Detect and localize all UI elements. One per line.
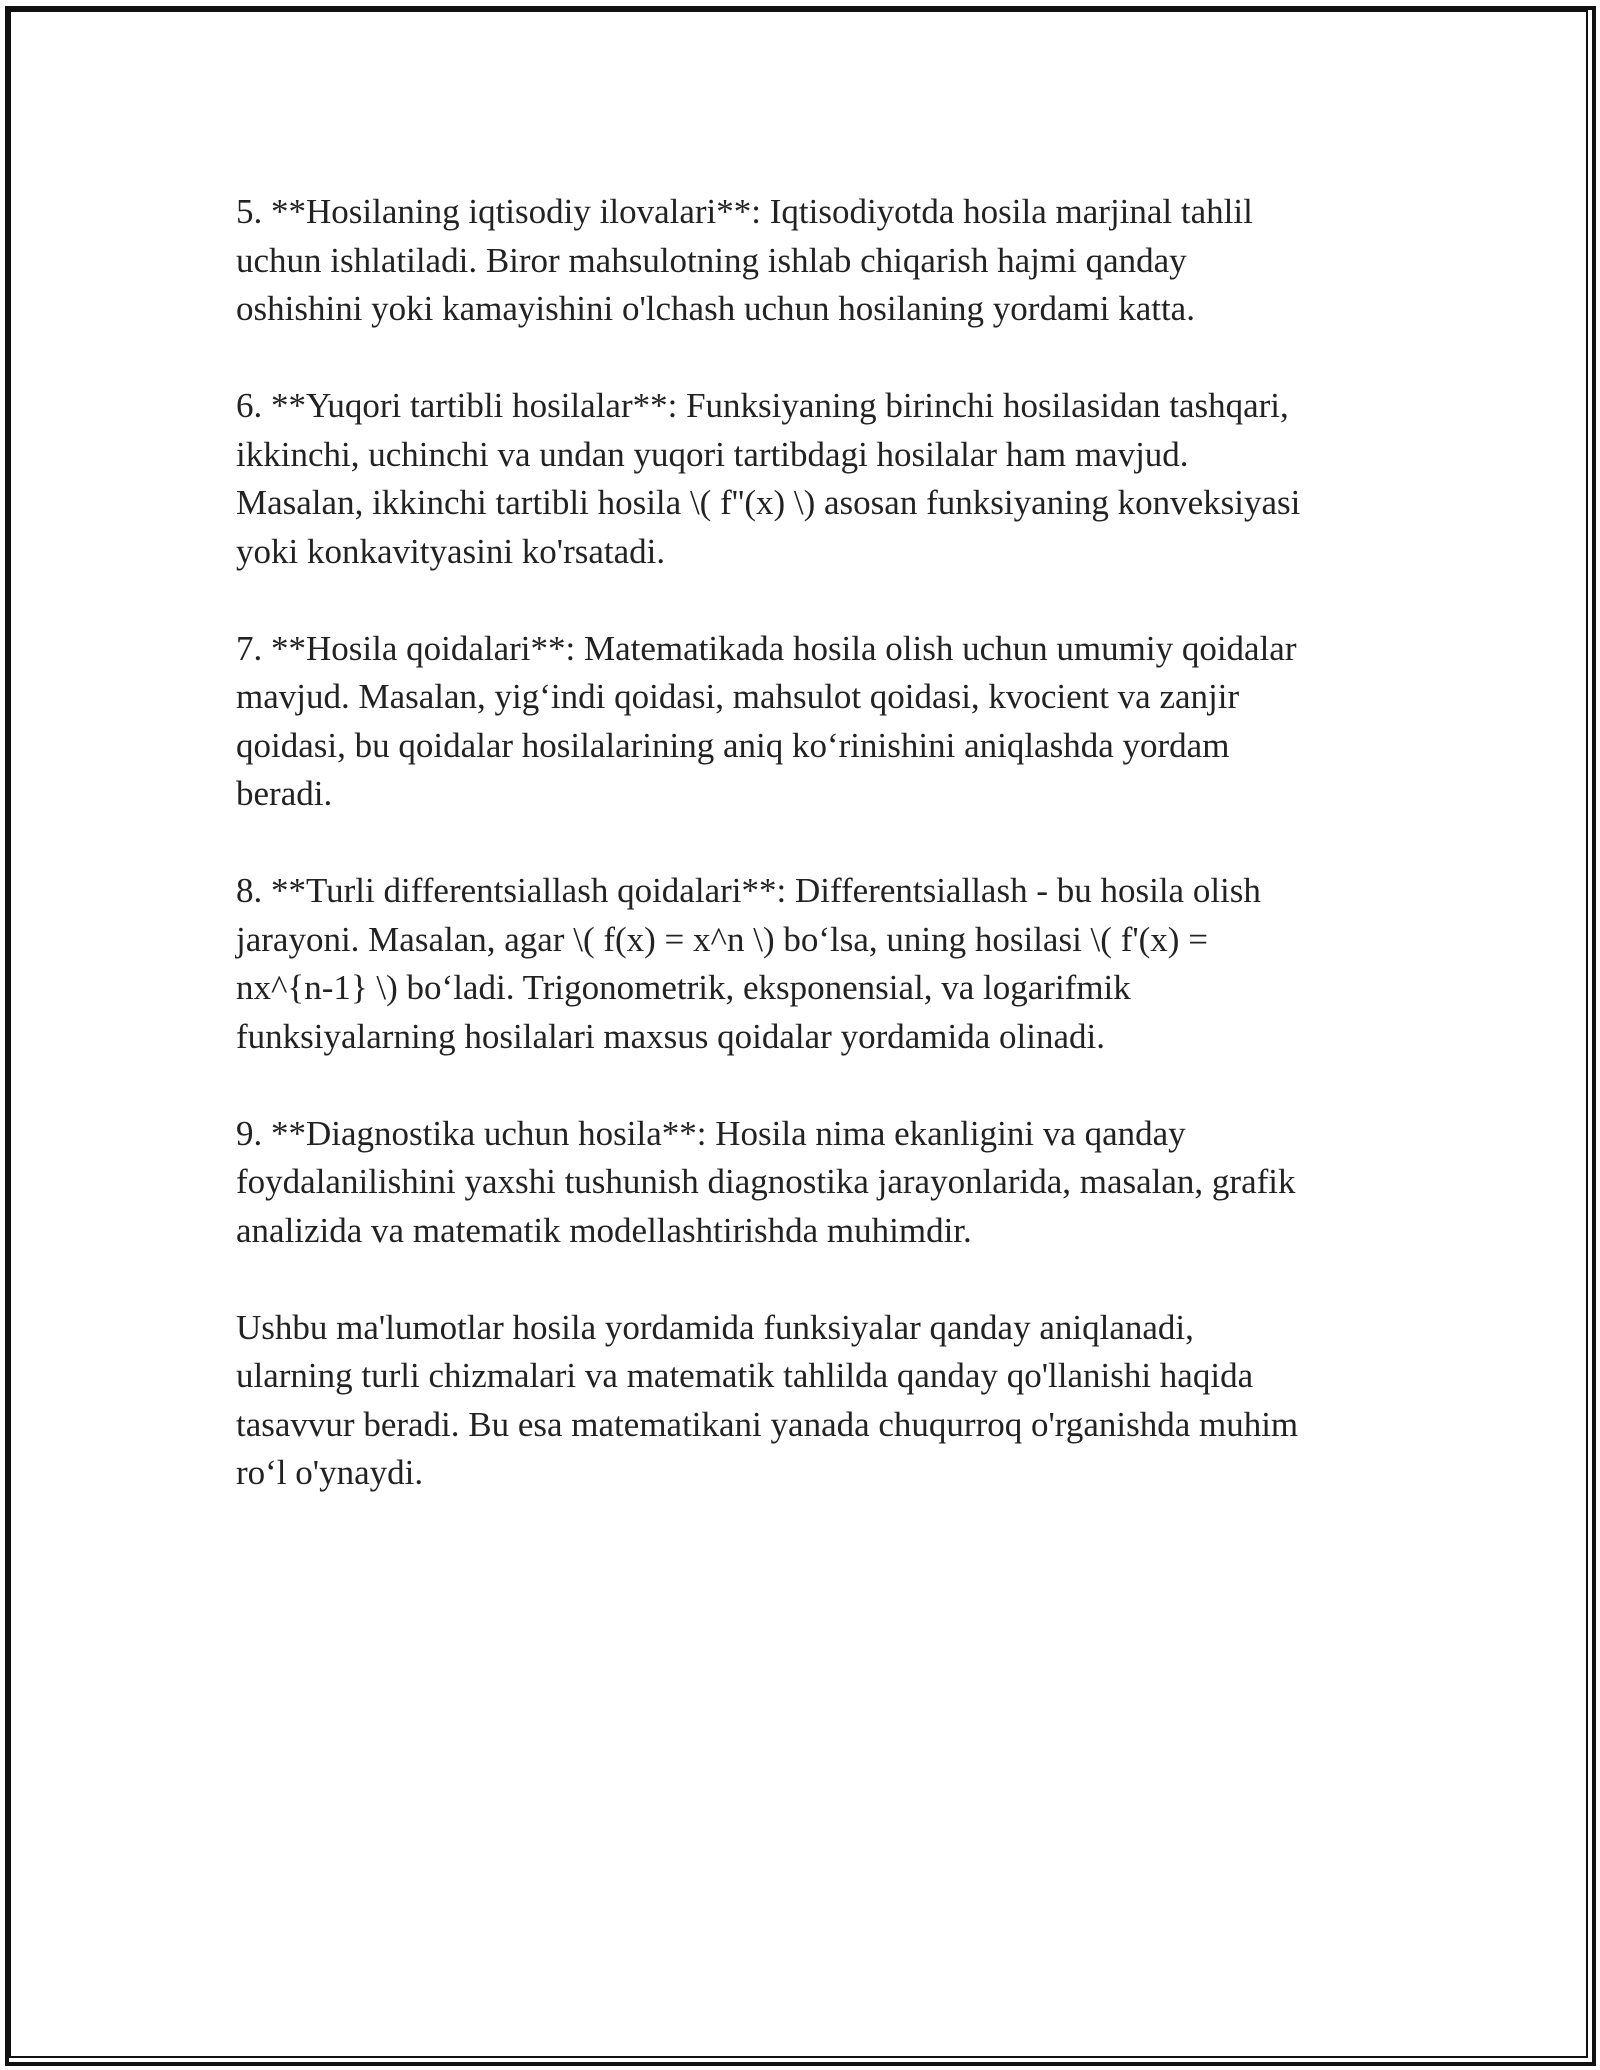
document-body [236, 188, 1366, 1546]
paragraph-summary: Ushbu ma'lumotlar hosila yordamida funksiyalar qanday aniqlanadi, ularning turli chizmalari va matematik tahlilda qanday qo'llanishi haqida tasavvur beradi. Bu esa matematikani yanada chuqurroq o'rganishda muhim ro‘l o'ynaydi. [236, 1307, 1299, 1492]
paragraph-item-6: 6. **Yuqori tartibli hosilalar**: Funksiyaning birinchi hosilasidan tashqari, ikkinchi, uchinchi va undan yuqori tartibdagi hosilalar ham mavjud. Masalan, ikkinchi tartibli hosila \( f''(x) \) asosan funksiyaning konveksiyasi yoki konkavityasini ko'rsatadi. [236, 386, 1301, 571]
paragraph-item-5: 5. **Hosilaning iqtisodiy ilovalari**: Iqtisodiyotda hosila marjinal tahlil uchun ishlatiladi. Biror mahsulotning ishlab chiqarish hajmi qanday oshishini yoki kamayishini o'lchash uchun hosilaning yordami katta. [236, 192, 1253, 328]
paragraph-item-7: 7. **Hosila qoidalari**: Matematikada hosila olish uchun umumiy qoidalar mavjud. Masalan, yig‘indi qoidasi, mahsulot qoidasi, kvocient va zanjir qoidasi, bu qoidalar hosilalarining aniq ko‘rinishini aniqlashda yordam beradi. [236, 628, 1297, 813]
paragraph-item-9: 9. **Diagnostika uchun hosila**: Hosila nima ekanligini va qanday foydalanilishini yaxshi tushunish diagnostika jarayonlarida, masalan, grafik analizida va matematik modellashtirishda muhimdir. [236, 1113, 1296, 1250]
paragraph-item-8: 8. **Turli differentsiallash qoidalari**: Differentsiallash - bu hosila olish jarayoni. Masalan, agar \( f(x) = x^n \) bo‘lsa, uning hosilasi \( f'(x) = nx^{n-1} \) bo‘ladi. Trigonometrik, eksponensial, va logarifmik funksiyalarning hosilalari maxsus qoidalar yordamida olinadi. [236, 871, 1261, 1056]
